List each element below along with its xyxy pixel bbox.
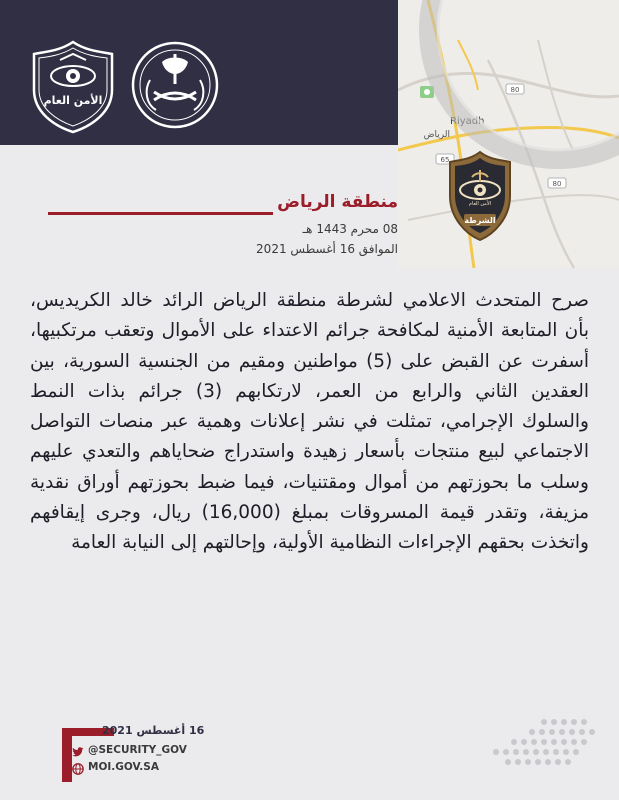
statement-body: صرح المتحدث الاعلامي لشرطة منطقة الرياض الرائد خالد الكريديس، بأن المتابعة الأمنية لمكافحة جرائم الاعتداء على الأموال وتعقب مرتكبيها، أسفرت عن القبض على (5) مواطنين ومقيم من الجنسية السورية، بين العقدين الثاني والرابع من العمر، لارتكابهم (3) جرائم بذات النمط والسلوك الإجرامي، تمثلت في نشر إعلانات وهمية عبر منصات التواصل الاجتماعي لبيع منتجات بأسعار زهيدة واستدراج ضحاياهم والتعدي عليهم وسلب ما بحوزتهم من أموال ومقتنيات، فيما ضبط بحوزتهم أوراق نقدية مزيفة، وتقدر قيمة المسروقات بمبلغ (16,000) ريال، وجرى إيقافهم واتخذت بحقهم الإجراءات النظامية الأولية، وإحالتهم إلى النيابة العامة [30,290,589,554]
ministry-emblem-logo [130,40,220,130]
map-city-ar: الرياض [423,130,450,140]
footer [40,708,240,792]
twitter-icon[interactable] [72,746,84,758]
riyadh-map [398,0,619,268]
road-80-top-label: 80 [510,86,520,94]
road-80-bottom-label: 80 [552,180,562,188]
footer-date: 16 أغسطس 2021 [102,724,205,737]
badge-small-text: الأمن العام [468,201,492,207]
gregorian-date: الموافق 16 أغسطس 2021 [256,242,398,256]
logo-security-text: الأمن العام [43,94,103,107]
website-link[interactable]: MOI.GOV.SA [88,761,159,773]
decorative-dot-pattern [488,716,598,772]
region-title: منطقة الرياض [277,192,398,212]
map-city-en: Riyadh [450,116,485,127]
road-65-label: 65 [440,156,450,164]
badge-main-text: الشرطة [464,216,496,225]
public-security-logo [30,38,116,134]
title-divider [48,212,273,215]
map-card [398,0,619,268]
twitter-handle-link[interactable]: @SECURITY_GOV [88,744,187,756]
globe-icon[interactable] [72,763,84,775]
hijri-date: 08 محرم 1443 هـ [302,222,398,236]
